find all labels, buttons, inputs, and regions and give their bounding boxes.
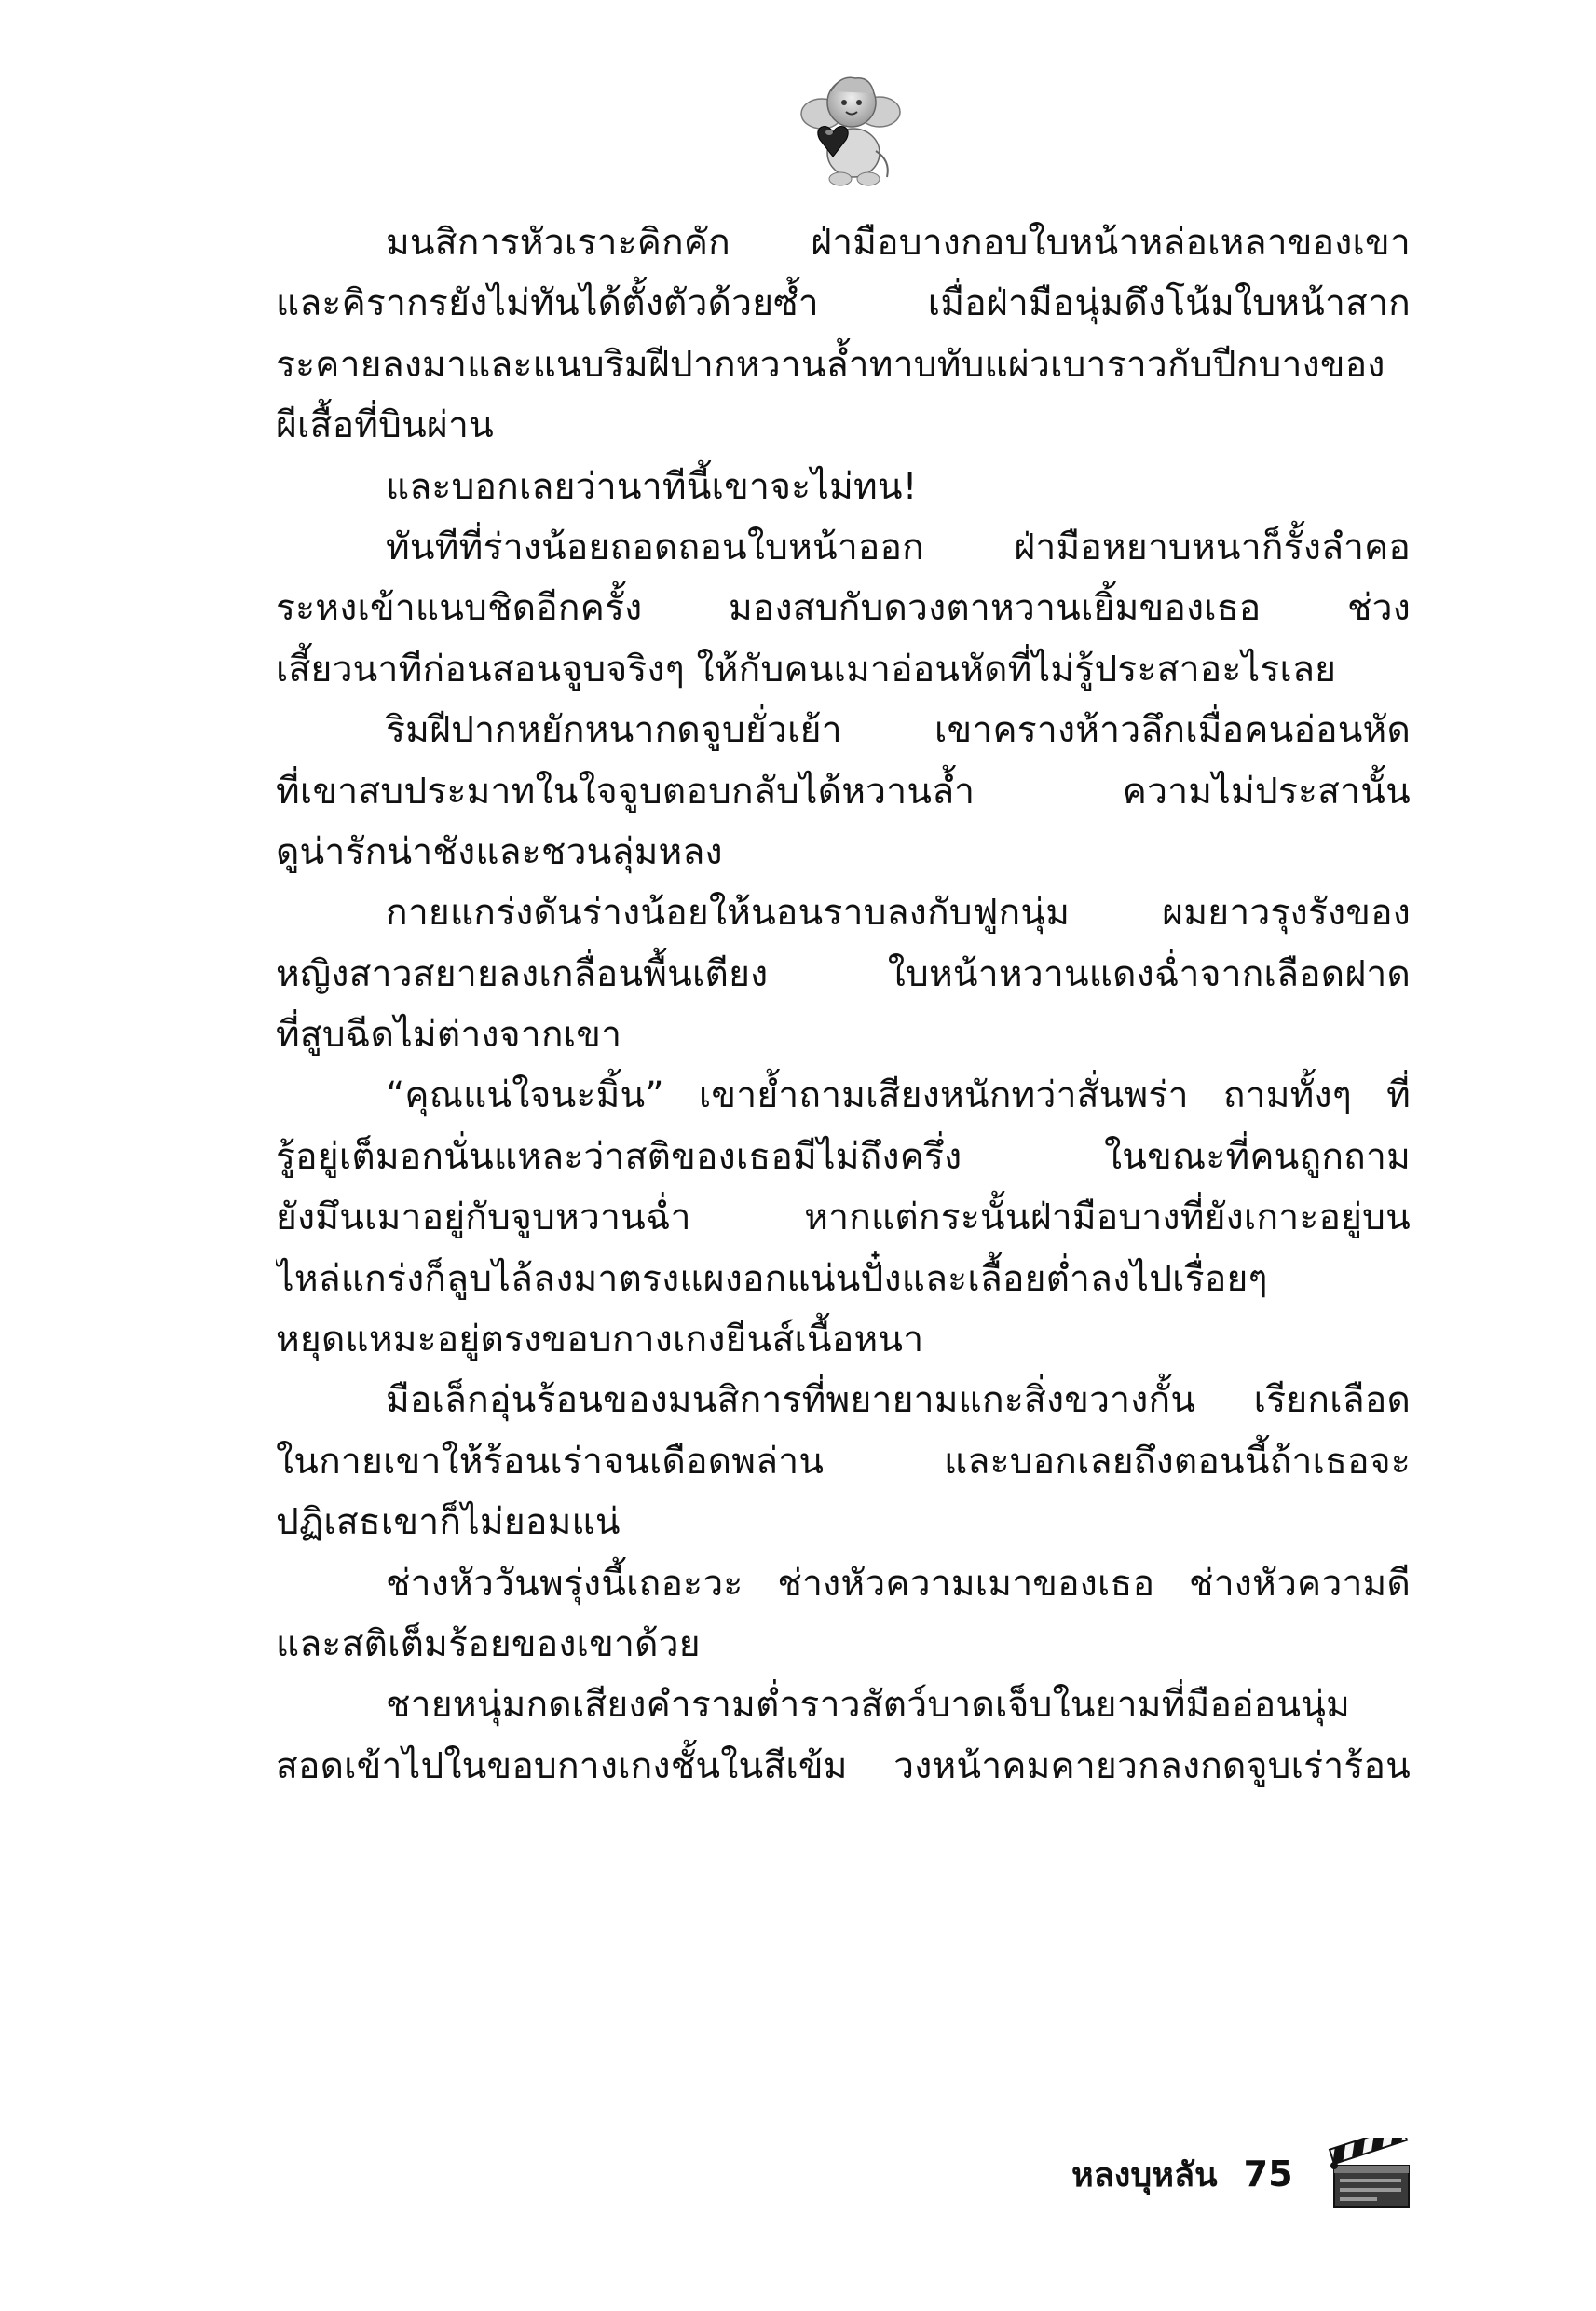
cupid-heart-icon [794,67,906,188]
text-line: ช่างหัววันพรุ่งนี้เถอะวะ ช่างหัวความเมาของเธอ ช่างหัวความดี [386,1562,1411,1605]
text-line: และบอกเลยว่านาทีนี้เขาจะไม่ทน! [386,465,918,508]
text-line: และสติเต็มร้อยของเขาด้วย [276,1622,701,1665]
text-line: ที่สูบฉีดไม่ต่างจากเขา [276,1014,622,1057]
text-line: เสี้ยวนาทีก่อนสอนจูบจริงๆ ให้กับคนเมาอ่อนหัดที่ไม่รู้ประสาอะไรเลย [276,648,1337,691]
text-line: “คุณแน่ใจนะมิ้น” เขาย้ำถามเสียงหนักทว่าสั่นพร่า ถามทั้งๆ ที่ [386,1074,1411,1117]
text-line: และคิรากรยังไม่ทันได้ตั้งตัวด้วยซ้ำ เมื่อฝ่ามือนุ่มดึงโน้มใบหน้าสาก [276,282,1411,325]
text-line: ปฏิเสธเขาก็ไม่ยอมแน่ [276,1501,621,1544]
text-line: ดูน่ารักน่าชังและชวนลุ่มหลง [276,830,723,873]
text-line: สอดเข้าไปในขอบกางเกงชั้นในสีเข้ม วงหน้าคมคายวกลงกดจูบเร่าร้อน [276,1744,1411,1787]
text-line: ผีเสื้อที่บินผ่าน [276,404,494,447]
body-text [276,212,1411,1797]
book-title: หลงบุหลัน [1071,2155,1218,2195]
text-line: ริมฝีปากหยักหนากดจูบยั่วเย้า เขาครางห้าวลึกเมื่อคนอ่อนหัด [386,709,1411,752]
text-line: มือเล็กอุ่นร้อนของมนสิการที่พยายามแกะสิ่งขวางกั้น เรียกเลือด [386,1379,1411,1422]
text-line: ระคายลงมาและแนบริมฝีปากหวานล้ำทาบทับแผ่วเบาราวกับปีกบางของ [276,343,1385,386]
text-line: หญิงสาวสยายลงเกลื่อนพื้นเตียง ใบหน้าหวานแดงฉ่ำจากเลือดฝาด [276,952,1411,995]
page-number: 75 [1243,2154,1293,2195]
text-line: ชายหนุ่มกดเสียงคำรามต่ำราวสัตว์บาดเจ็บในยามที่มืออ่อนนุ่ม [386,1684,1351,1727]
text-line: รู้อยู่เต็มอกนั่นแหละว่าสติของเธอมีไม่ถึงครึ่ง ในขณะที่คนถูกถาม [276,1135,1411,1178]
text-line: ยังมึนเมาอยู่กับจูบหวานฉ่ำ หากแต่กระนั้นฝ่ามือบางที่ยังเกาะอยู่บน [276,1197,1411,1239]
text-line: ไหล่แกร่งก็ลูบไล้ลงมาตรงแผงอกแน่นปั๋งและเลื้อยต่ำลงไปเรื่อยๆ [276,1257,1268,1300]
text-line: ที่เขาสบประมาทในใจจูบตอบกลับได้หวานล้ำ ความไม่ประสานั้น [276,770,1411,813]
text-line: ในกายเขาให้ร้อนเร่าจนเดือดพล่าน และบอกเลยถึงตอนนี้ถ้าเธอจะ [276,1440,1411,1483]
text-line: ระหงเข้าแนบชิดอีกครั้ง มองสบกับดวงตาหวานเยิ้มของเธอ ช่วง [276,587,1411,630]
text-line: กายแกร่งดันร่างน้อยให้นอนราบลงกับฟูกนุ่ม ผมยาวรุงรังของ [386,892,1411,935]
page-footer [1071,2146,1412,2202]
film-clapperboard-icon [1327,2138,1412,2210]
text-line: มนสิการหัวเราะคิกคัก ฝ่ามือบางกอบใบหน้าหล่อเหลาของเขา [386,222,1411,264]
text-line: ทันทีที่ร่างน้อยถอดถอนใบหน้าออก ฝ่ามือหยาบหนาก็รั้งลำคอ [386,526,1411,568]
text-line: หยุดแหมะอยู่ตรงขอบกางเกงยีนส์เนื้อหนา [276,1319,924,1361]
